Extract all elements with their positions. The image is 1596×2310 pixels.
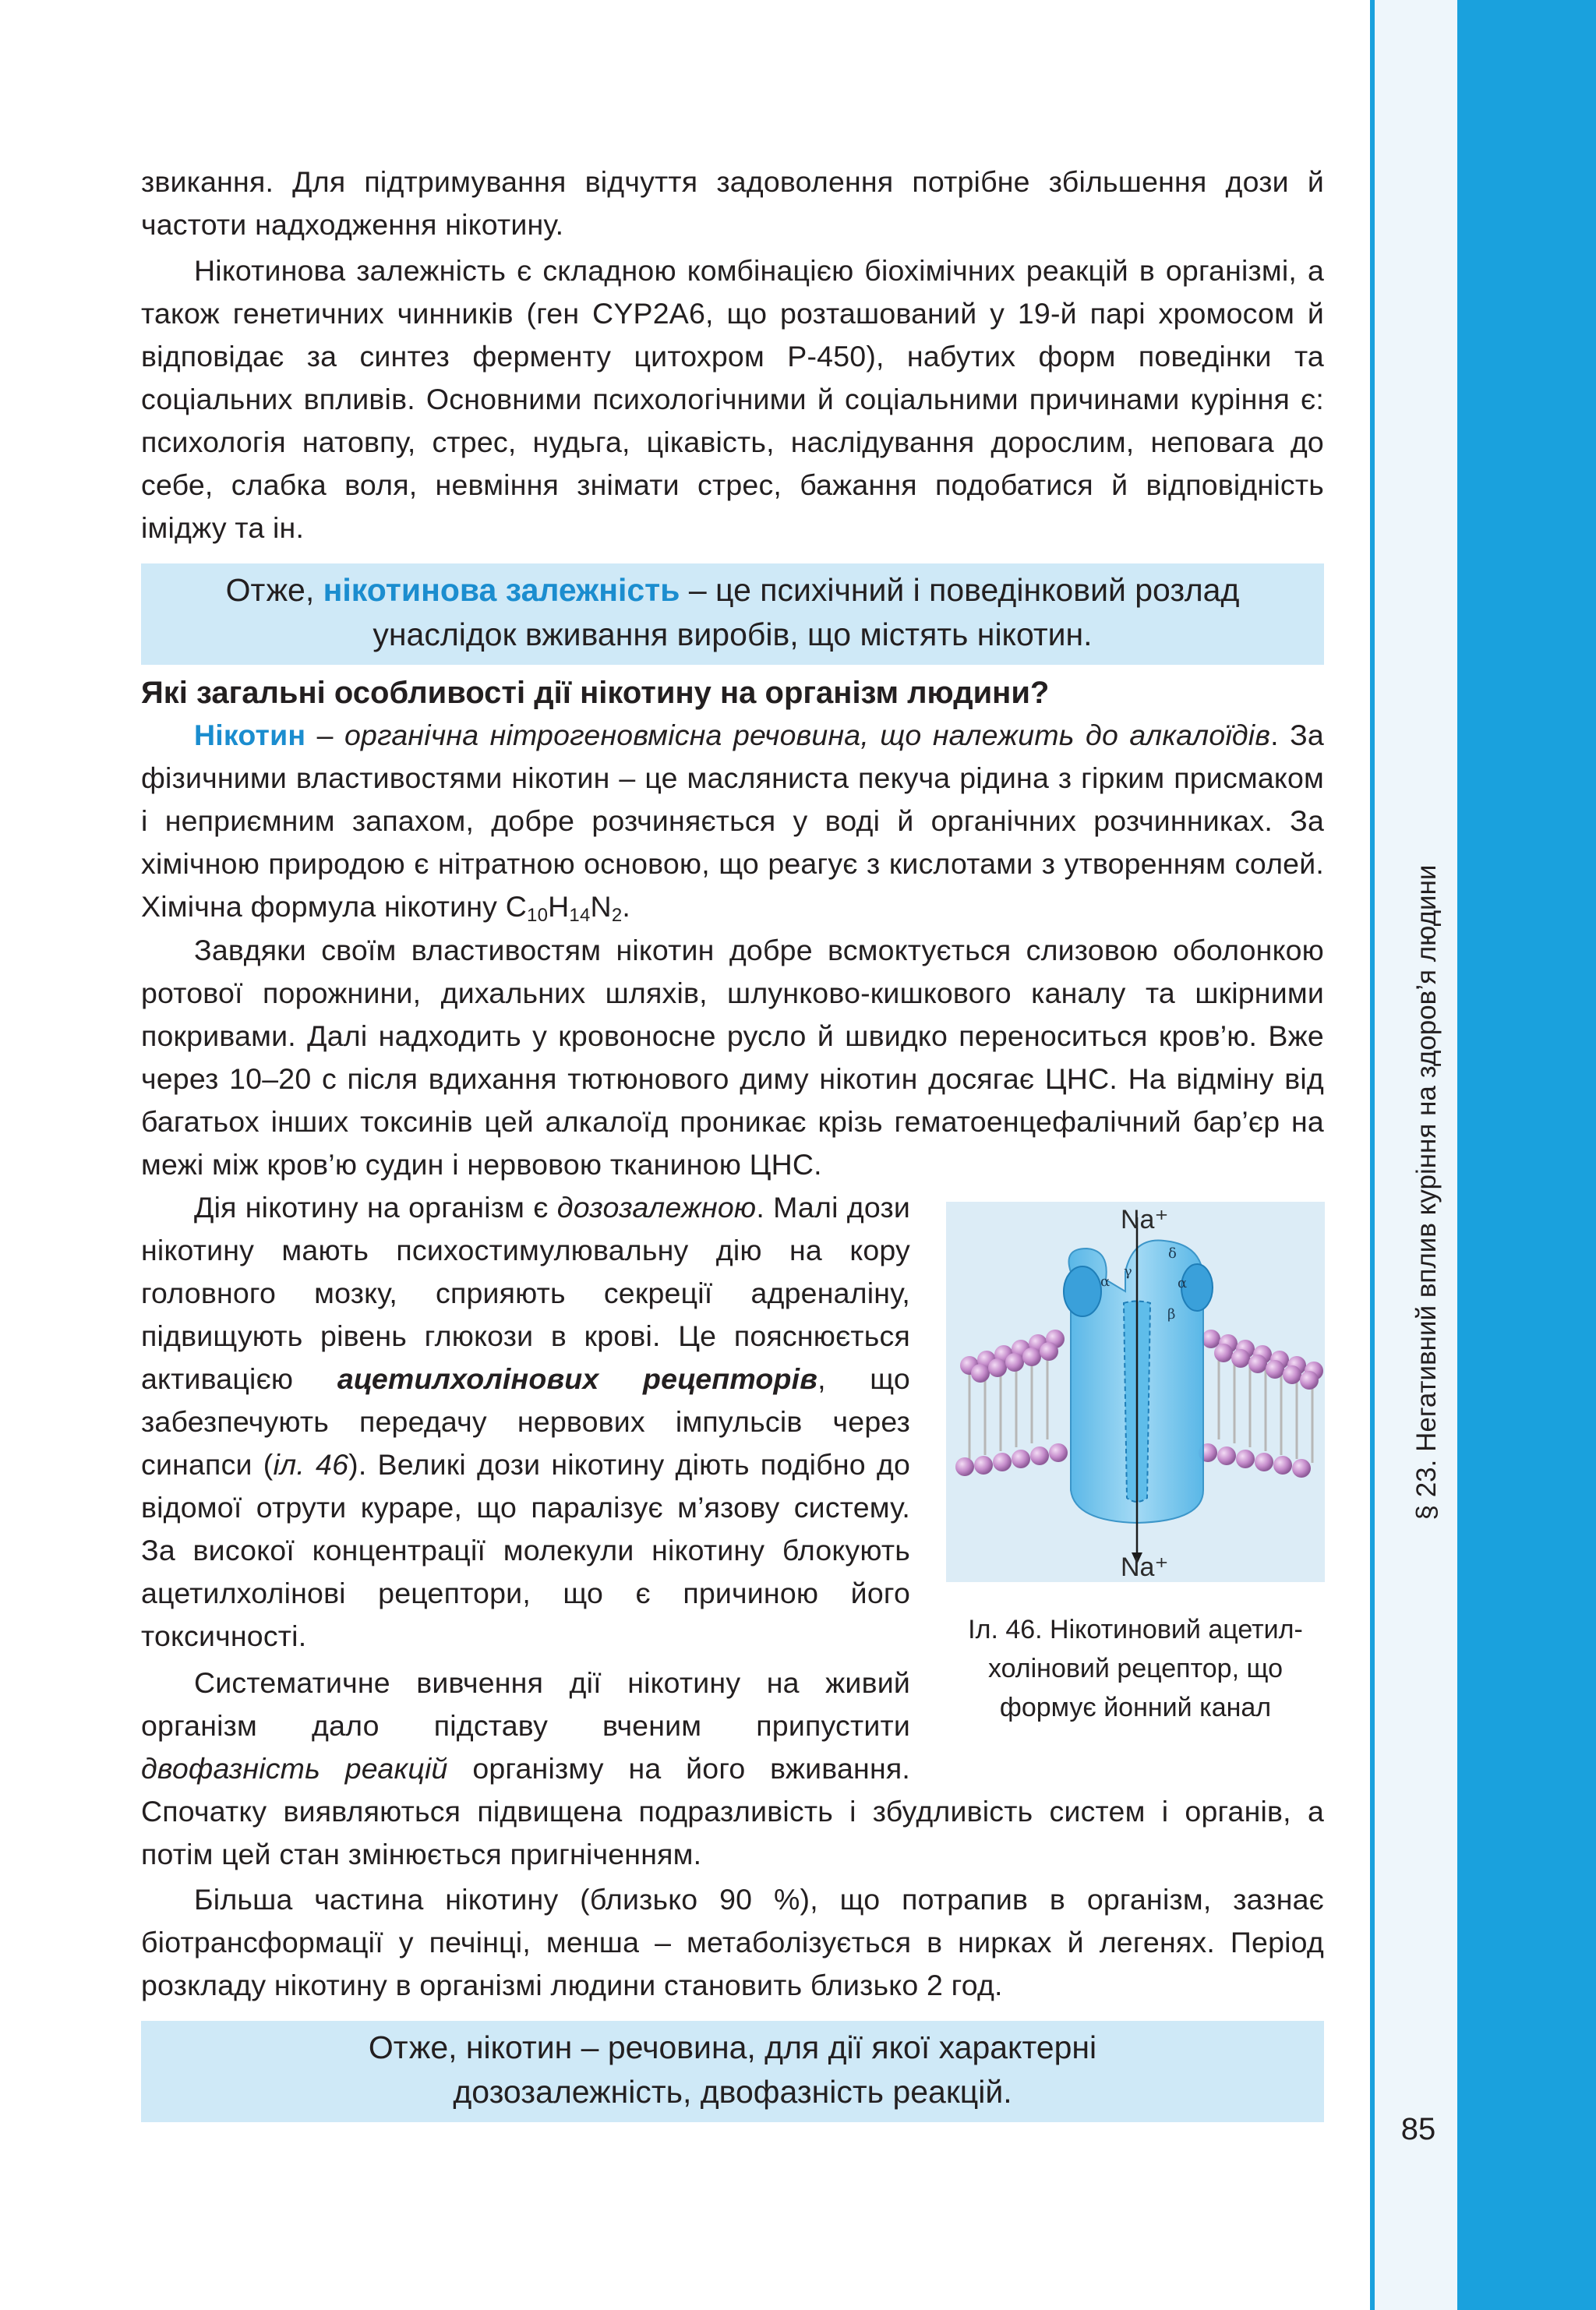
- receptor-illustration: [946, 1202, 1325, 1582]
- figure-caption: Іл. 46. Нікотиновий ацетил- холіновий рецептор, що формує йонний канал: [968, 1615, 1303, 1722]
- section-running-title: § 23. Негативний вплив куріння на здоров’я людини: [1411, 864, 1442, 1521]
- paragraph-nicotine-definition: Нікотин – органічна нітрогеновмісна речовина, що належить до алкалоїдів. За фізичними властивостями нікотин – це масляниста пекуча рідина з гірким присмаком і неприємним запахом, добре розчиняється у воді й органічних розчинниках. За хімічною природою є нітратною основою, що реагує з кислотами з утворенням солей. Хімічна формула нікотину $C_{10}H_{14}N_2$.: [141, 719, 1324, 926]
- svg-text:δ: δ: [1168, 1245, 1177, 1262]
- conclusion-box-nicotine: [141, 2021, 1324, 2122]
- conclusion-line-1: Отже, нікотинова залежність – це психічний і поведінковий розлад: [225, 572, 1240, 608]
- paragraph-dependency: Нікотинова залежність є складною комбінацією біохімічних реакцій в організмі, а також генетичних чинників (ген CYP2A6, що розташований у 19-й парі хромосом й відповідає за синтез ферменту цитохром Р-450), набутих форм поведінки та соціальних впливів. Основними психологічними й соціальними причинами куріння є: психологія натовпу, стрес, нудьга, цікавість, наслідування дорослим, неповага до себе, слабка воля, невміння знімати стрес, бажання подобатися й відповідність іміджу та ін.: [141, 254, 1324, 544]
- paragraph-biphasic: Систематичне вивчення дії нікотину на живий організм дало підставу вченим припустити двофазність реакцій організму на його вживання. Спочатку виявляються підвищена подразливість і збудливість систем і органів, а потім цей стан змінюється пригніченням.: [141, 1666, 1324, 1870]
- paragraph-metabolism: Більша частина нікотину (близько 90 %), що потрапив в організм, зазнає біотрансформації у печінці, менша – метаболізується в нирках й легенях. Період розкладу нікотину в організмі людини становить близько 2 год.: [141, 1883, 1324, 2001]
- conclusion2-line-2: дозозалежність, двофазність реакцій.: [453, 2074, 1012, 2110]
- section-heading: Які загальні особливості дії нікотину на організм людини?: [141, 676, 1050, 710]
- term-nicotine: Нікотин: [194, 719, 306, 751]
- svg-text:α: α: [1100, 1273, 1110, 1290]
- term-nicotine-dependency: нікотинова залежність: [323, 572, 680, 608]
- conclusion-box-dependency: [141, 563, 1324, 665]
- svg-text:β: β: [1167, 1306, 1176, 1323]
- conclusion2-line-1: Отже, нікотин – речовина, для дії якої характерні: [368, 2029, 1097, 2065]
- paragraph-intro: звикання. Для підтримування відчуття задоволення потрібне збільшення дози й частоти надходження нікотину.: [141, 165, 1324, 241]
- sidebar-color-band: [1457, 0, 1596, 2310]
- figure-receptor: [946, 1202, 1325, 1582]
- svg-text:α: α: [1178, 1275, 1188, 1291]
- sodium-label-bottom: Na⁺: [1121, 1552, 1169, 1582]
- conclusion-line-2: унаслідок вживання виробів, що містять нікотин.: [373, 616, 1093, 652]
- paragraph-absorption: Завдяки своїм властивостям нікотин добре всмоктується слизовою оболонкою ротової порожнини, дихальних шляхів, шлунково-кишкового каналу та шкірними покривами. Далі надходить у кровоносне русло й швидко переноситься кров’ю. Вже через 10–20 с після вдихання тютюнового диму нікотин досягає ЦНС. На відміну від багатьох інших токсинів цей алкалоїд проникає крізь гематоенцефалічний бар’єр на межі між кров’ю судин і нервовою тканиною ЦНС.: [141, 934, 1324, 1181]
- ion-channel: [1064, 1217, 1213, 1564]
- sidebar-divider: [1370, 0, 1375, 2310]
- svg-text:γ: γ: [1124, 1263, 1132, 1280]
- page-number: 85: [1400, 2112, 1436, 2146]
- paragraph-dose-effect: Дія нікотину на організм є дозозалежною. Малі дози нікотину мають психостимулювальну дію на кору головного мозку, сприяють секреції адреналіну, підвищують рівень глюкози в крові. Це пояснюється активацією ацетилхолінових рецепторів, що забезпечують передачу нервових імпульсів через синапси (іл. 46). Великі дози нікотину діють подібно до відомої отрути кураре, що паралізує м’язову систему. За високої концентрації молекули нікотину блокують ацетилхолінові рецептори, що є причиною його токсичності.: [141, 1191, 911, 1652]
- sodium-label-top: Na⁺: [1121, 1205, 1169, 1234]
